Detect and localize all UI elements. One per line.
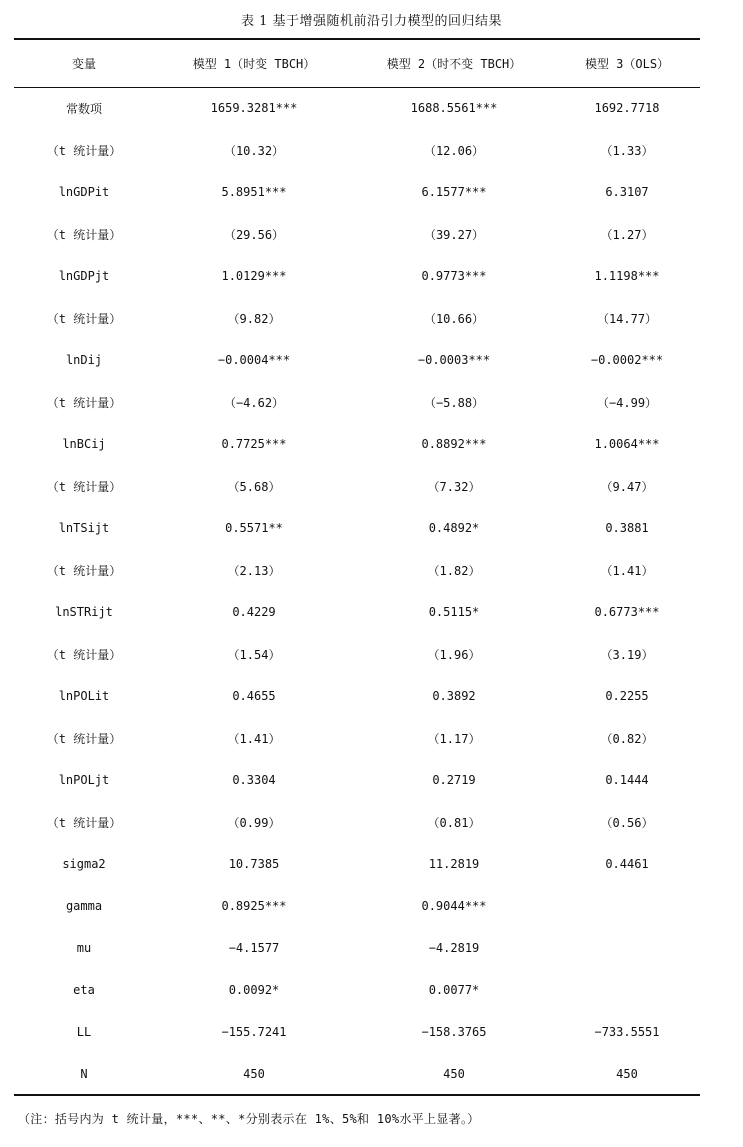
header-variable: 变量 — [14, 39, 154, 87]
cell-model-3: （0.56） — [600, 815, 654, 830]
table-row — [14, 423, 700, 465]
cell-model-3: （1.27） — [600, 227, 654, 242]
header-model-1: 模型 1（时变 TBCH） — [154, 39, 354, 87]
cell-model-1: （1.54） — [227, 647, 281, 662]
cell-model-3 — [554, 927, 700, 969]
cell-model-2: （10.66） — [423, 311, 485, 326]
cell-model-1: 1659.3281*** — [210, 101, 298, 116]
table-title: 表 1 基于增强随机前沿引力模型的回归结果 — [240, 14, 503, 29]
table-row — [14, 927, 700, 969]
cell-model-3: −0.0002*** — [590, 353, 664, 367]
table-row — [14, 507, 700, 549]
cell-model-1: （1.41） — [227, 731, 281, 746]
cell-model-3 — [554, 885, 700, 927]
cell-variable: （t 统计量） — [46, 815, 122, 830]
cell-model-2: 0.2719 — [432, 773, 476, 787]
table-row — [14, 675, 700, 717]
cell-model-1: 0.7725*** — [221, 437, 287, 451]
table-row — [14, 339, 700, 381]
cell-model-2: 6.1577*** — [421, 185, 487, 199]
cell-model-3: 450 — [554, 1053, 700, 1095]
header-model-2: 模型 2（时不变 TBCH） — [354, 39, 554, 87]
cell-variable: （t 统计量） — [46, 143, 122, 158]
cell-model-3: （9.47） — [600, 479, 654, 494]
table-row — [14, 717, 700, 759]
cell-model-3: （0.82） — [600, 731, 654, 746]
cell-model-3: 0.3881 — [605, 521, 649, 535]
cell-model-1: 450 — [154, 1053, 354, 1095]
cell-model-3: （3.19） — [600, 647, 654, 662]
cell-model-2: （1.82） — [427, 563, 481, 578]
table-note: （注：括号内为 t 统计量，***、**、*分别表示在 1%、5%和 10%水平上显著。） — [18, 1112, 480, 1126]
cell-variable: eta — [73, 983, 95, 997]
cell-model-2: 1688.5561*** — [410, 101, 498, 116]
cell-model-3 — [554, 969, 700, 1011]
cell-variable: N — [14, 1053, 154, 1095]
cell-model-1: 0.4655 — [232, 689, 276, 703]
cell-model-3: 1692.7718 — [594, 101, 660, 116]
cell-model-3: 0.1444 — [605, 773, 649, 787]
cell-variable: LL — [76, 1025, 92, 1039]
cell-variable: lnTSijt — [58, 521, 110, 535]
cell-model-2: 0.4892* — [428, 521, 480, 535]
cell-model-1: −155.7241 — [221, 1025, 287, 1039]
table-row — [14, 801, 700, 843]
cell-model-2: （39.27） — [423, 227, 485, 242]
cell-model-3: 1.1198*** — [594, 269, 660, 283]
table-row — [14, 885, 700, 927]
cell-variable: （t 统计量） — [46, 647, 122, 662]
cell-variable: lnGDPjt — [58, 269, 110, 283]
cell-model-2: （1.17） — [427, 731, 481, 746]
table-row — [14, 633, 700, 675]
cell-variable: （t 统计量） — [46, 227, 122, 242]
cell-variable: 常数项 — [65, 101, 102, 116]
cell-model-1: 10.7385 — [228, 857, 280, 871]
table-row — [14, 213, 700, 255]
cell-model-1: （29.56） — [223, 227, 285, 242]
cell-model-3: （1.33） — [600, 143, 654, 158]
cell-model-1: （10.32） — [223, 143, 285, 158]
cell-model-2: 11.2819 — [428, 857, 480, 871]
cell-model-3: −733.5551 — [594, 1025, 660, 1039]
table-row — [14, 1053, 700, 1095]
cell-model-3: （14.77） — [596, 311, 658, 326]
cell-model-1: （−4.62） — [223, 395, 285, 410]
cell-model-2: −158.3765 — [421, 1025, 487, 1039]
table-row — [14, 843, 700, 885]
cell-model-1: 0.3304 — [232, 773, 276, 787]
cell-model-1: −0.0004*** — [217, 353, 291, 367]
cell-variable: lnSTRijt — [55, 605, 113, 619]
cell-model-1: （0.99） — [227, 815, 281, 830]
regression-results-table — [14, 38, 700, 1096]
cell-model-3: 1.0064*** — [594, 437, 660, 451]
cell-variable: （t 统计量） — [46, 731, 122, 746]
table-row — [14, 549, 700, 591]
cell-model-2: 0.9773*** — [421, 269, 487, 283]
cell-model-1: 5.8951*** — [221, 185, 287, 199]
table-row — [14, 87, 700, 129]
cell-model-2: −0.0003*** — [417, 353, 491, 367]
table-row — [14, 465, 700, 507]
table-row — [14, 591, 700, 633]
cell-model-3: 6.3107 — [605, 185, 649, 199]
cell-variable: （t 统计量） — [46, 563, 122, 578]
cell-model-1: （5.68） — [227, 479, 281, 494]
cell-model-1: 0.4229 — [232, 605, 276, 619]
table-row — [14, 255, 700, 297]
cell-model-1: 0.0092* — [228, 983, 280, 997]
table-row — [14, 129, 700, 171]
cell-model-3: （1.41） — [600, 563, 654, 578]
cell-model-1: 0.8925*** — [221, 899, 287, 913]
cell-model-2: （0.81） — [427, 815, 481, 830]
cell-variable: lnPOLit — [58, 689, 110, 703]
cell-model-3: 0.2255 — [605, 689, 649, 703]
cell-model-3: 0.4461 — [605, 857, 649, 871]
cell-model-2: 0.5115* — [428, 605, 480, 619]
cell-variable: mu — [76, 941, 92, 955]
table-row — [14, 1011, 700, 1053]
table-row — [14, 969, 700, 1011]
cell-model-2: 450 — [354, 1053, 554, 1095]
table-row — [14, 171, 700, 213]
table-row — [14, 381, 700, 423]
cell-variable: gamma — [65, 899, 103, 913]
cell-model-2: 0.3892 — [432, 689, 476, 703]
cell-model-2: 0.0077* — [428, 983, 480, 997]
cell-model-1: （9.82） — [227, 311, 281, 326]
cell-variable: （t 统计量） — [46, 311, 122, 326]
cell-model-2: （1.96） — [427, 647, 481, 662]
cell-variable: sigma2 — [62, 857, 106, 871]
cell-model-1: （2.13） — [227, 563, 281, 578]
cell-variable: lnGDPit — [58, 185, 110, 199]
cell-model-3: （−4.99） — [596, 395, 658, 410]
cell-model-2: −4.2819 — [428, 941, 480, 955]
cell-variable: lnPOLjt — [58, 773, 110, 787]
cell-variable: （t 统计量） — [46, 479, 122, 494]
cell-variable: lnBCij — [62, 437, 106, 451]
cell-model-2: （7.32） — [427, 479, 481, 494]
header-row — [14, 39, 700, 87]
cell-model-1: 1.0129*** — [221, 269, 287, 283]
cell-model-2: 0.9044*** — [421, 899, 487, 913]
header-model-3: 模型 3（OLS） — [554, 39, 700, 87]
cell-model-3: 0.6773*** — [594, 605, 660, 619]
cell-model-1: −4.1577 — [228, 941, 280, 955]
table-row — [14, 297, 700, 339]
cell-variable: （t 统计量） — [46, 395, 122, 410]
cell-variable: lnDij — [65, 353, 103, 367]
cell-model-2: 0.8892*** — [421, 437, 487, 451]
cell-model-1: 0.5571** — [225, 521, 283, 535]
table-row — [14, 759, 700, 801]
cell-model-2: （−5.88） — [423, 395, 485, 410]
cell-model-2: （12.06） — [423, 143, 485, 158]
